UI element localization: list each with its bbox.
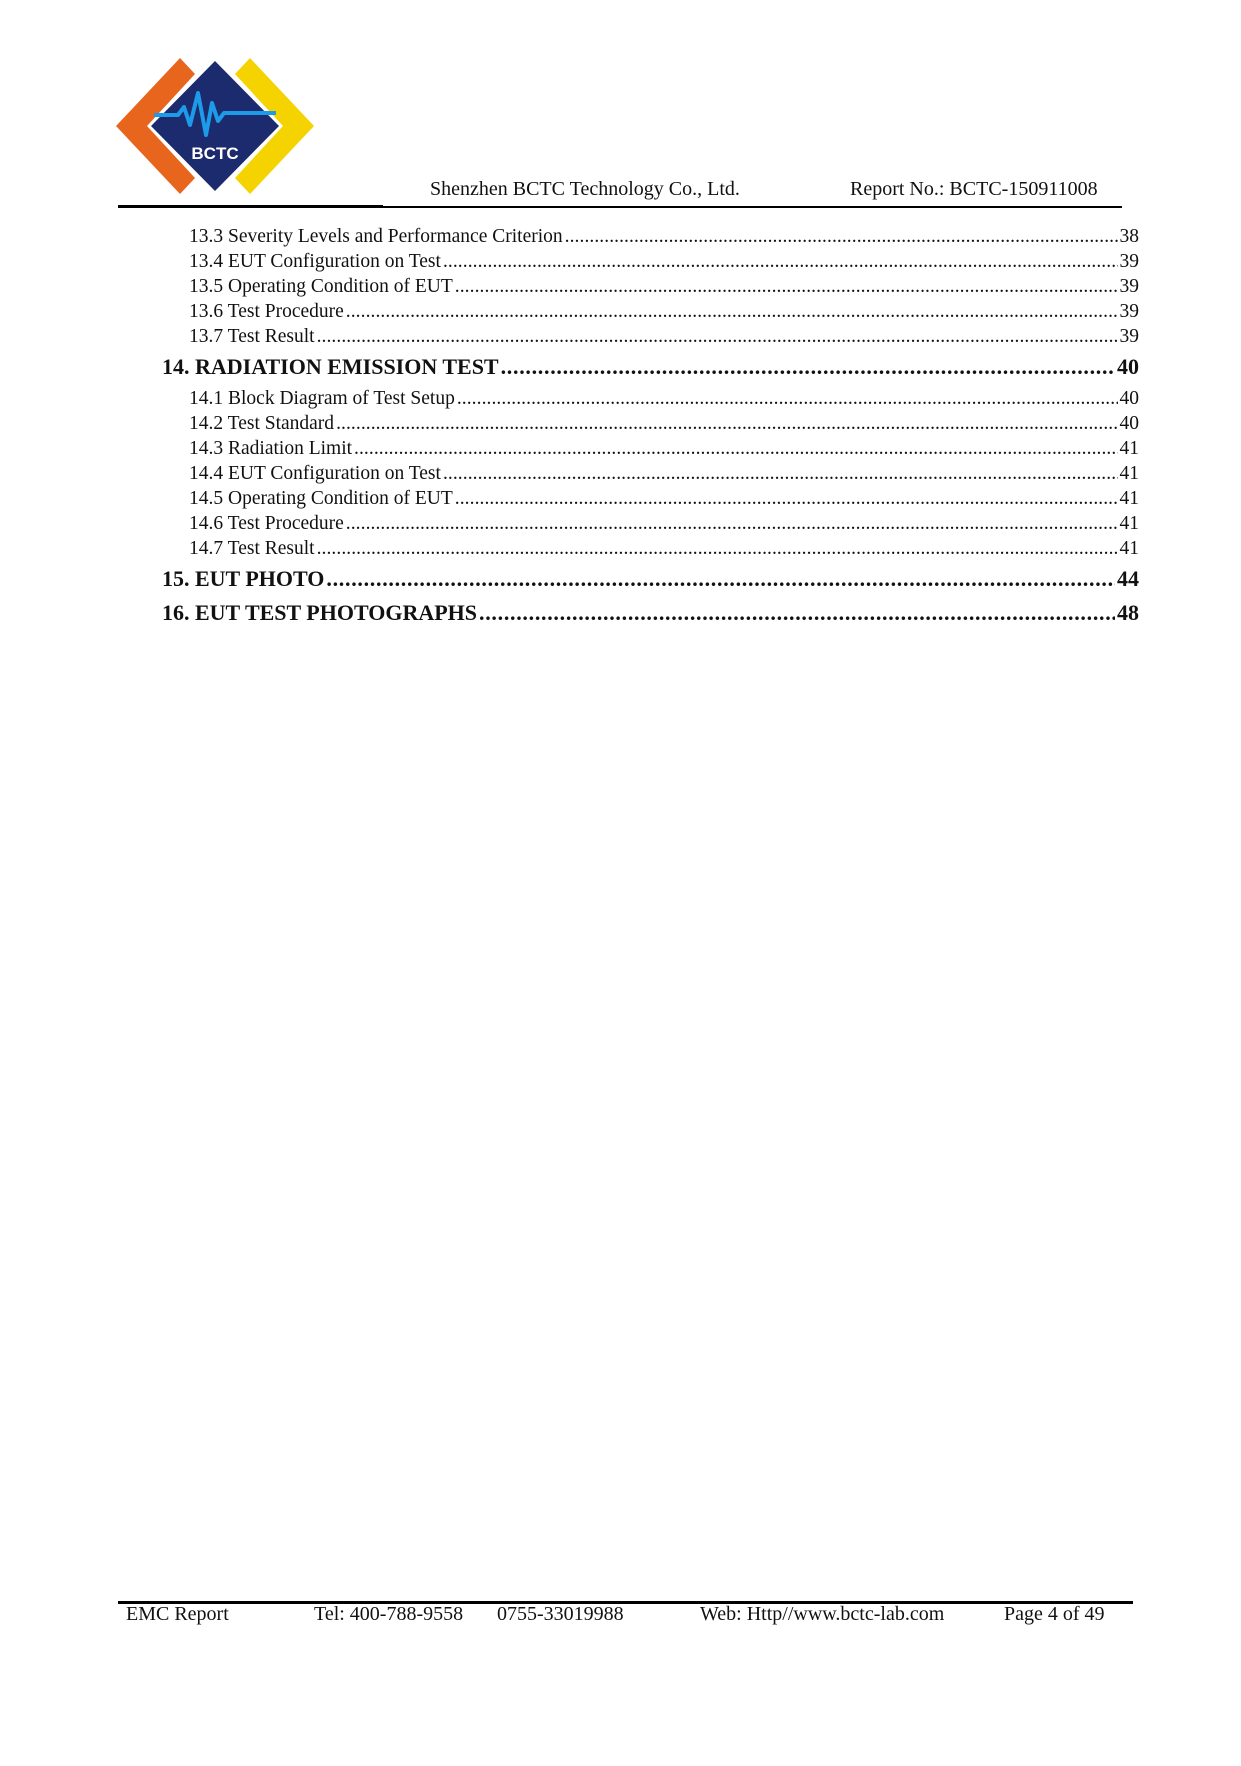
toc-entry-page: 39 xyxy=(1119,301,1139,322)
toc-section-title: 16. EUT TEST PHOTOGRAPHS xyxy=(162,600,478,625)
toc-entry[interactable] xyxy=(189,538,1139,560)
toc-entry[interactable] xyxy=(189,438,1139,460)
toc-section-title: 15. EUT PHOTO xyxy=(162,566,325,591)
toc-leader-dots xyxy=(317,538,1118,560)
toc-entry[interactable] xyxy=(189,326,1139,348)
toc-section[interactable] xyxy=(162,600,1139,626)
toc-entry-title: 13.5 Operating Condition of EUT xyxy=(189,276,453,297)
toc-leader-dots xyxy=(346,513,1118,535)
toc-leader-dots xyxy=(354,438,1117,460)
toc-entry[interactable] xyxy=(189,251,1139,273)
toc-entry-page: 41 xyxy=(1119,438,1139,459)
toc-entry-title: 13.4 EUT Configuration on Test xyxy=(189,251,441,272)
toc-leader-dots xyxy=(336,413,1117,435)
toc-entry-title: 14.2 Test Standard xyxy=(189,413,335,434)
toc-entry-title: 14.6 Test Procedure xyxy=(189,513,344,534)
toc-section-page: 44 xyxy=(1117,566,1139,591)
toc-leader-dots xyxy=(443,251,1118,273)
toc-entry-title: 13.3 Severity Levels and Performance Criterion xyxy=(189,226,563,247)
toc-entry[interactable] xyxy=(189,463,1139,485)
toc-entry-page: 40 xyxy=(1119,388,1139,409)
toc-leader-dots xyxy=(479,600,1115,626)
toc-section[interactable] xyxy=(162,566,1139,592)
toc-leader-dots xyxy=(346,301,1118,323)
toc-entry-page: 41 xyxy=(1119,538,1139,559)
footer-report-label: EMC Report xyxy=(126,1603,229,1625)
footer-telephone-2: 0755-33019988 xyxy=(497,1603,624,1625)
toc-entry-page: 40 xyxy=(1119,413,1139,434)
toc-entry-page: 41 xyxy=(1119,513,1139,534)
toc-entry[interactable] xyxy=(189,413,1139,435)
toc-entry-page: 38 xyxy=(1119,226,1139,247)
toc-entry-page: 41 xyxy=(1119,463,1139,484)
toc-entry-page: 39 xyxy=(1119,276,1139,297)
toc-leader-dots xyxy=(501,354,1115,380)
toc-entry-title: 14.3 Radiation Limit xyxy=(189,438,353,459)
toc-entry[interactable] xyxy=(189,276,1139,298)
toc-entry-title: 14.7 Test Result xyxy=(189,538,315,559)
toc-section-page: 40 xyxy=(1117,354,1139,379)
toc-entry-title: 14.4 EUT Configuration on Test xyxy=(189,463,441,484)
toc-entry[interactable] xyxy=(189,488,1139,510)
footer-telephone: Tel: 400-788-9558 xyxy=(314,1603,464,1625)
toc-entry-title: 14.1 Block Diagram of Test Setup xyxy=(189,388,455,409)
toc-leader-dots xyxy=(457,388,1118,410)
header-rule xyxy=(383,206,1122,208)
toc-entry[interactable] xyxy=(189,388,1139,410)
toc-leader-dots xyxy=(443,463,1118,485)
toc-leader-dots xyxy=(455,276,1118,298)
header-report-number: Report No.: BCTC-150911008 xyxy=(850,178,1098,200)
toc-entry-page: 41 xyxy=(1119,488,1139,509)
toc-leader-dots xyxy=(326,566,1115,592)
footer-page-number: Page 4 of 49 xyxy=(1004,1603,1105,1625)
toc-entry-title: 14.5 Operating Condition of EUT xyxy=(189,488,453,509)
toc-leader-dots xyxy=(317,326,1118,348)
toc-section-page: 48 xyxy=(1117,600,1139,625)
toc-section-title: 14. RADIATION EMISSION TEST xyxy=(162,354,499,379)
toc-entry-title: 13.7 Test Result xyxy=(189,326,315,347)
header-company: Shenzhen BCTC Technology Co., Ltd. xyxy=(430,178,740,200)
toc-leader-dots xyxy=(455,488,1118,510)
toc-leader-dots xyxy=(565,226,1118,248)
toc-section[interactable] xyxy=(162,354,1139,380)
logo-text: BCTC xyxy=(191,144,239,163)
bctc-logo-icon xyxy=(116,58,314,194)
header-rule-thick xyxy=(118,205,383,208)
toc-entry-page: 39 xyxy=(1119,251,1139,272)
toc-entry[interactable] xyxy=(189,301,1139,323)
toc-entry-title: 13.6 Test Procedure xyxy=(189,301,344,322)
toc-entry[interactable] xyxy=(189,513,1139,535)
toc-entry-page: 39 xyxy=(1119,326,1139,347)
footer-rule xyxy=(118,1601,1133,1604)
toc-entry[interactable] xyxy=(189,226,1139,248)
footer-website: Web: Http//www.bctc-lab.com xyxy=(700,1603,945,1625)
bctc-logo xyxy=(116,58,314,194)
